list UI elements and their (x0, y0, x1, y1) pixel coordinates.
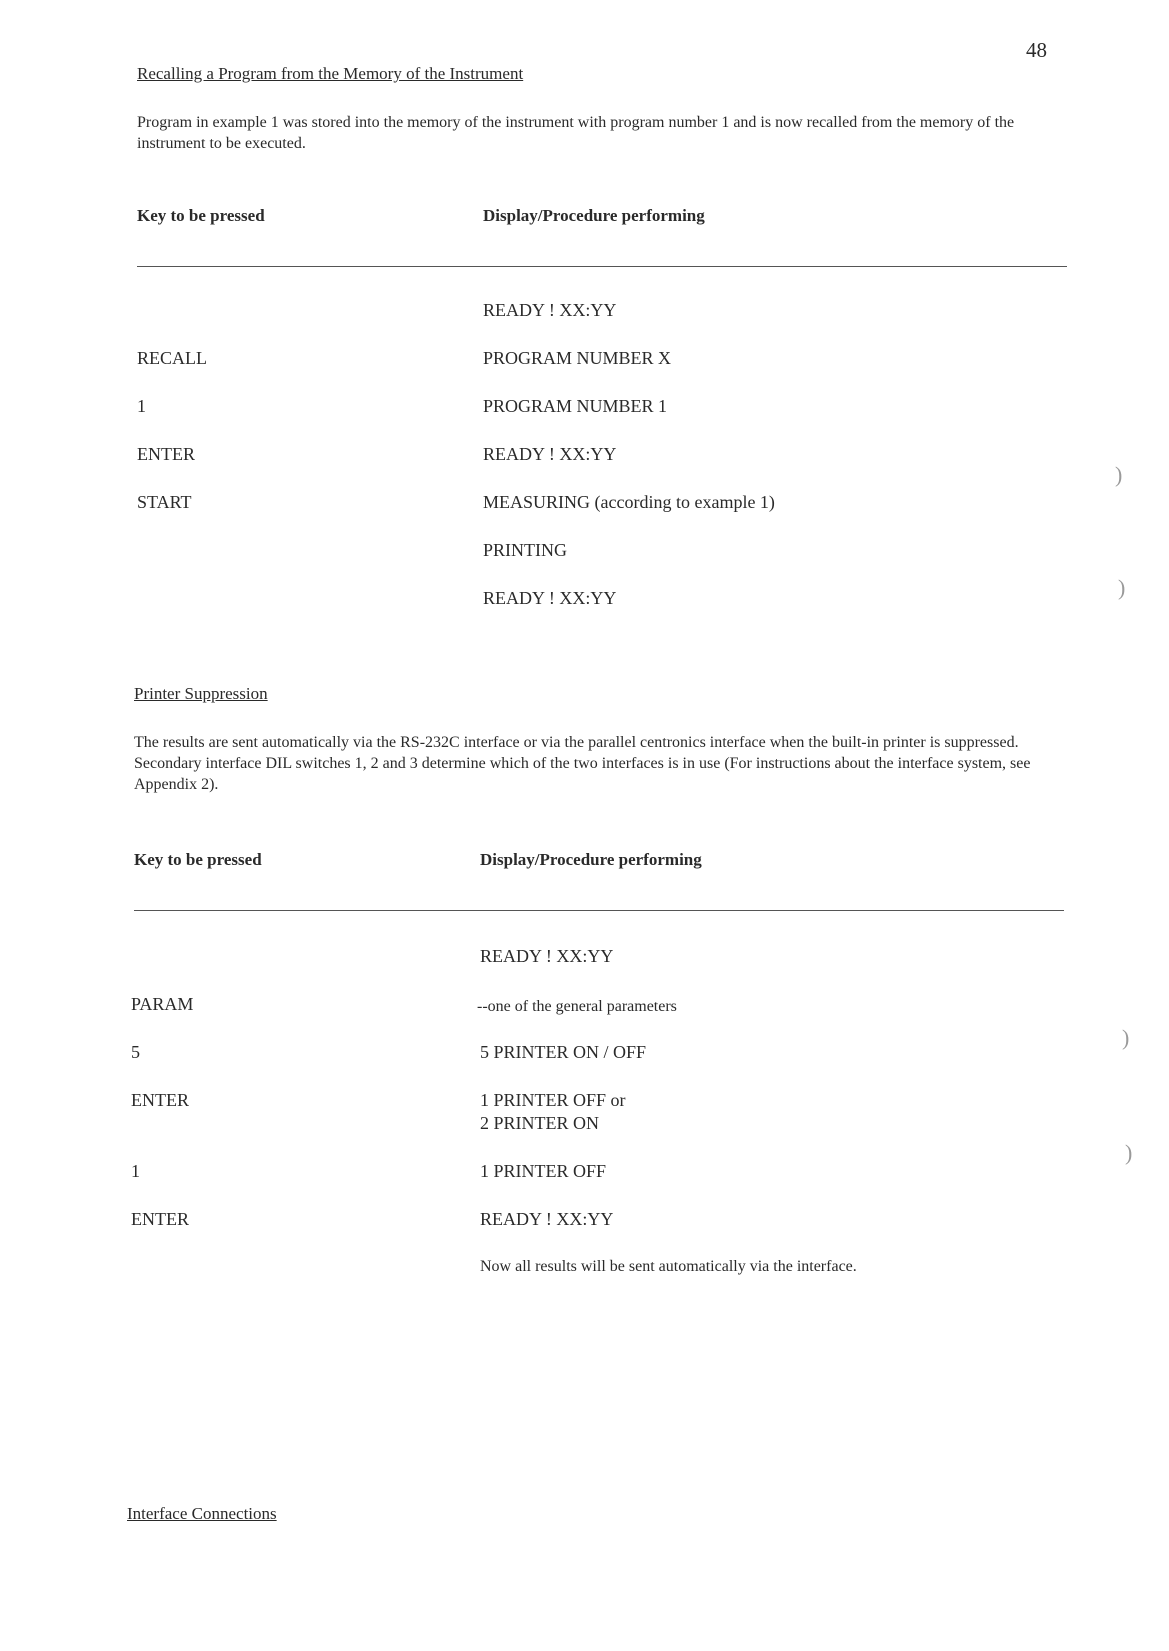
row-key: 1 (131, 1161, 140, 1181)
scan-speck: ) (1115, 462, 1123, 487)
row-key: 5 (131, 1042, 140, 1062)
row-display: READY ! XX:YY (480, 1209, 614, 1229)
section-paragraph-recalling-program: Program in example 1 was stored into the memory of the instrument with program number 1 and is now recalled from the memory of the instrument to be executed. (137, 114, 1015, 152)
row-key: 1 (137, 396, 146, 416)
row-display: PROGRAM NUMBER 1 (483, 396, 668, 416)
row-key: ENTER (131, 1209, 189, 1229)
row-display: PRINTING (483, 540, 567, 560)
column-header-display: Display/Procedure performing (480, 850, 702, 869)
row-display: 1 PRINTER OFF or (480, 1090, 626, 1110)
column-header-display: Display/Procedure performing (483, 206, 705, 225)
row-display: 1 PRINTER OFF (480, 1161, 607, 1181)
row-display: READY ! XX:YY (483, 588, 617, 608)
scan-speck: ) (1125, 1140, 1133, 1165)
scan-speck: ) (1122, 1025, 1130, 1050)
row-display: MEASURING (according to example 1) (483, 492, 775, 512)
row-display: 5 PRINTER ON / OFF (480, 1042, 647, 1062)
row-key: ENTER (131, 1090, 189, 1110)
page-number: 48 (1026, 38, 1047, 62)
row-key: PARAM (131, 994, 194, 1014)
row-display: READY ! XX:YY (480, 946, 614, 966)
scan-speck: ) (1118, 575, 1126, 600)
row-display: PROGRAM NUMBER X (483, 348, 672, 368)
row-display: --one of the general parameters (477, 998, 677, 1015)
row-key: ENTER (137, 444, 195, 464)
row-display-second-line: 2 PRINTER ON (480, 1113, 600, 1133)
section-heading-printer-suppression: Printer Suppression (134, 684, 268, 703)
row-display: READY ! XX:YY (483, 444, 617, 464)
section-heading-recalling-program: Recalling a Program from the Memory of the Instrument (137, 64, 524, 83)
column-header-key: Key to be pressed (137, 206, 265, 225)
row-display: READY ! XX:YY (483, 300, 617, 320)
section-heading-interface-connections: Interface Connections (127, 1504, 277, 1523)
row-key: START (137, 492, 192, 512)
row-key: RECALL (137, 348, 207, 368)
section-paragraph-printer-suppression: The results are sent automatically via the RS-232C interface or via the parallel centronics interface when the built-in printer is suppressed. Secondary interface DIL switches 1, 2 and 3 determine which of the two interfaces is in use (For instructions about the interface system, see Appendix 2). (134, 734, 1031, 793)
column-header-key: Key to be pressed (134, 850, 262, 869)
section-note: Now all results will be sent automatically via the interface. (480, 1258, 857, 1275)
table-divider (134, 910, 1064, 911)
table-divider (137, 266, 1067, 267)
